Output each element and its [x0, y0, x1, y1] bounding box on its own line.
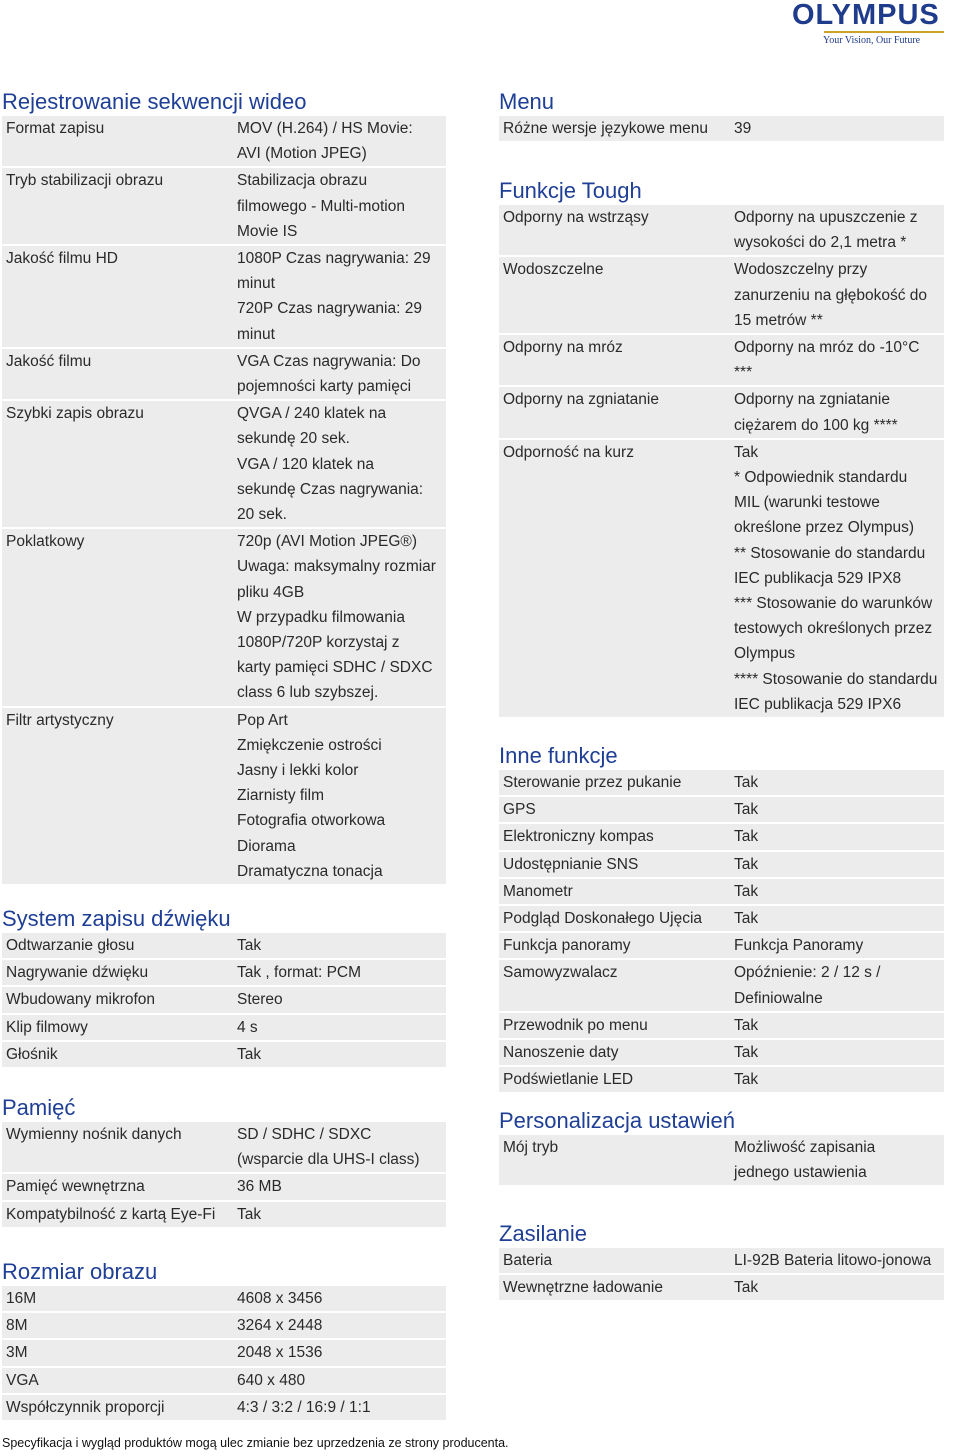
spec-value-line: * Odpowiednik standardu — [734, 469, 908, 487]
spec-value-line: IEC publikacja 529 IPX8 — [734, 569, 902, 587]
spec-value-line: Stabilizacja obrazu — [237, 172, 368, 190]
spec-value — [732, 1013, 944, 1038]
spec-value — [235, 1340, 446, 1365]
spec-value — [732, 1040, 944, 1065]
spec-row — [499, 440, 944, 717]
olympus-logo — [790, 0, 956, 52]
spec-value — [732, 960, 944, 1010]
spec-value — [235, 1368, 446, 1393]
spec-row — [2, 1042, 446, 1067]
spec-value-line: pojemności karty pamięci — [237, 378, 412, 396]
spec-value-line: Odporny na upuszczenie z — [734, 209, 918, 226]
spec-row — [2, 1122, 446, 1172]
spec-label: Przewodnik po menu — [503, 1016, 648, 1034]
spec-row — [499, 1135, 944, 1185]
spec-value-line: 4:3 / 3:2 / 16:9 / 1:1 — [237, 1398, 371, 1416]
spec-value-line: 20 sek. — [237, 506, 287, 524]
spec-row — [2, 1340, 446, 1365]
spec-value-line: Fotografia otworkowa — [237, 812, 386, 830]
spec-value-line: Tak — [237, 1205, 262, 1223]
spec-value-line: Tak — [237, 937, 262, 954]
spec-row — [499, 824, 944, 849]
spec-value-line: pliku 4GB — [237, 583, 305, 601]
spec-value — [732, 1248, 944, 1273]
spec-label: Wewnętrzne ładowanie — [503, 1279, 663, 1297]
spec-value — [732, 257, 944, 333]
spec-value — [732, 879, 944, 904]
spec-value-line: IEC publikacja 529 IPX6 — [734, 695, 902, 713]
spec-row — [499, 1013, 944, 1038]
spec-value-line: SD / SDHC / SDXC — [237, 1126, 372, 1143]
section-title: System zapisu dźwięku — [2, 906, 231, 931]
spec-label: Jakość filmu — [6, 352, 92, 370]
spec-value-line: MOV (H.264) / HS Movie: — [237, 120, 413, 137]
spec-value — [235, 1122, 446, 1172]
spec-row — [499, 387, 944, 437]
spec-row — [2, 401, 446, 527]
spec-value-line: sekundę Czas nagrywania: — [237, 480, 424, 498]
spec-label: Wymienny nośnik danych — [6, 1126, 182, 1143]
spec-value — [732, 116, 944, 141]
spec-value — [732, 1067, 944, 1092]
spec-row — [499, 205, 944, 255]
brand-tagline: Your Vision, Our Future — [823, 35, 921, 46]
spec-value-line: 3264 x 2448 — [237, 1317, 323, 1335]
spec-value-line: **** Stosowanie do standardu — [734, 670, 938, 688]
spec-value-line: Funkcja Panoramy — [734, 937, 864, 955]
spec-value-line: określone przez Olympus) — [734, 519, 915, 537]
spec-value-line: Tak — [734, 910, 759, 928]
spec-value-line: Tak , format: PCM — [237, 964, 362, 982]
spec-value-line: VGA / 120 klatek na — [237, 455, 375, 473]
spec-value-line: 15 metrów ** — [734, 311, 823, 329]
section-rozmiar-obrazu — [2, 1257, 446, 1422]
spec-value-line: Odporny na mróz do -10°C — [734, 339, 920, 357]
spec-row — [499, 879, 944, 904]
spec-value-line: Tak — [734, 443, 759, 461]
spec-row — [2, 529, 446, 705]
spec-label: Bateria — [503, 1252, 553, 1269]
spec-value-line: Opóźnienie: 2 / 12 s / — [734, 964, 881, 982]
spec-row — [499, 1248, 944, 1273]
spec-value-line: VGA Czas nagrywania: Do — [237, 352, 421, 370]
spec-value — [732, 1275, 944, 1300]
spec-value-line: minut — [237, 275, 275, 293]
spec-row — [499, 1275, 944, 1300]
spec-value — [235, 708, 446, 884]
spec-value — [732, 1135, 944, 1185]
spec-value-line: Pop Art — [237, 711, 288, 729]
disclaimer-footer: Specyfikacja i wygląd produktów mogą ulec zmianie bez uprzedzenia ze strony producenta. — [2, 1436, 509, 1450]
spec-value-line: Tak — [734, 1279, 759, 1297]
spec-label: GPS — [503, 801, 536, 819]
section-menu — [499, 87, 944, 143]
spec-label: Podgląd Doskonałego Ujęcia — [503, 910, 703, 928]
spec-value-line: Zmiękczenie ostrości — [237, 736, 382, 754]
brand-name: OLYMPUS — [792, 0, 940, 31]
spec-label: Różne wersje językowe menu — [503, 120, 709, 137]
spec-value — [235, 349, 446, 399]
section-rejestrowanie-sekwencji-wideo — [2, 87, 446, 886]
spec-row — [499, 1067, 944, 1092]
section-title: Inne funkcje — [499, 743, 618, 768]
spec-row — [2, 116, 446, 166]
spec-label: Poklatkowy — [6, 533, 85, 551]
spec-value-line: Tak — [734, 882, 759, 900]
spec-value — [235, 933, 446, 958]
spec-label: 16M — [6, 1290, 37, 1307]
spec-label: Odporny na mróz — [503, 339, 623, 357]
spec-value-line: 720P Czas nagrywania: 29 — [237, 300, 422, 318]
spec-row — [2, 349, 446, 399]
spec-row — [499, 933, 944, 958]
spec-value-line: Tak — [237, 1045, 262, 1063]
spec-row — [2, 1286, 446, 1311]
spec-value-line: 1080P Czas nagrywania: 29 — [237, 250, 431, 268]
spec-label: Format zapisu — [6, 120, 105, 137]
spec-label: Szybki zapis obrazu — [6, 405, 144, 423]
spec-value-line: *** Stosowanie do warunków — [734, 595, 933, 613]
spec-value — [235, 168, 446, 244]
spec-value-line: Movie IS — [237, 222, 298, 240]
spec-label: Elektroniczny kompas — [503, 828, 654, 846]
spec-value-line: testowych określonych przez — [734, 620, 933, 638]
spec-value-line: Ziarnisty film — [237, 787, 324, 805]
spec-label: Klip filmowy — [6, 1018, 88, 1036]
spec-value — [235, 401, 446, 527]
section-title: Funkcje Tough — [499, 178, 642, 203]
spec-value — [235, 1174, 446, 1199]
section-title: Pamięć — [2, 1095, 76, 1120]
spec-label: Jakość filmu HD — [6, 250, 118, 268]
spec-value-line: jednego ustawienia — [734, 1164, 867, 1182]
spec-value-line: filmowego - Multi-motion — [237, 197, 405, 215]
spec-value — [235, 987, 446, 1012]
spec-label: Odporny na wstrząsy — [503, 209, 649, 226]
spec-value-line: Olympus — [734, 645, 796, 663]
spec-row — [2, 1174, 446, 1199]
spec-value-line: 1080P/720P korzystaj z — [237, 634, 400, 652]
spec-value — [235, 1313, 446, 1338]
spec-value-line: Tak — [734, 1071, 759, 1089]
spec-label: Filtr artystyczny — [6, 711, 114, 729]
spec-label: Odporny na zgniatanie — [503, 391, 659, 409]
spec-row — [499, 960, 944, 1010]
spec-value — [235, 116, 446, 166]
spec-label: Udostępnianie SNS — [503, 855, 639, 873]
spec-label: Manometr — [503, 882, 573, 900]
section-title: Personalizacja ustawień — [499, 1108, 736, 1133]
spec-label: 3M — [6, 1344, 28, 1362]
spec-value — [732, 205, 944, 255]
spec-row — [2, 987, 446, 1012]
spec-value-line: Uwaga: maksymalny rozmiar — [237, 558, 436, 576]
spec-value-line: Tak — [734, 1044, 759, 1062]
spec-value-line: wysokości do 2,1 metra * — [734, 234, 907, 252]
spec-label: Sterowanie przez pukanie — [503, 774, 682, 791]
spec-label: Nagrywanie dźwięku — [6, 964, 149, 982]
spec-value-line: 4 s — [237, 1018, 258, 1036]
spec-row — [499, 257, 944, 333]
spec-value-line: AVI (Motion JPEG) — [237, 145, 367, 163]
spec-value-line: *** — [734, 364, 753, 382]
section-funkcje-tough — [499, 176, 944, 719]
spec-label: Samowyzwalacz — [503, 964, 618, 982]
spec-value-line: Jasny i lekki kolor — [237, 762, 359, 780]
spec-value — [235, 1202, 446, 1227]
spec-label: Współczynnik proporcji — [6, 1398, 165, 1416]
spec-row — [2, 1313, 446, 1338]
spec-row — [499, 116, 944, 141]
spec-value-line: karty pamięci SDHC / SDXC — [237, 659, 433, 677]
spec-value-line: Dramatyczna tonacja — [237, 862, 383, 880]
spec-value-line: Diorama — [237, 837, 296, 855]
spec-row — [2, 246, 446, 347]
spec-row — [499, 852, 944, 877]
spec-label: Mój tryb — [503, 1139, 559, 1156]
spec-label: Nanoszenie daty — [503, 1044, 619, 1062]
spec-value — [235, 1395, 446, 1420]
spec-value — [732, 335, 944, 385]
spec-value-line: class 6 lub szybszej. — [237, 684, 379, 702]
spec-value-line: Wodoszczelny przy — [734, 261, 868, 279]
spec-value — [732, 797, 944, 822]
spec-value — [732, 387, 944, 437]
spec-row — [2, 168, 446, 244]
spec-value-line: Tak — [734, 774, 759, 791]
spec-value-line: Możliwość zapisania — [734, 1139, 876, 1156]
spec-value-line: Tak — [734, 855, 759, 873]
spec-value — [235, 1015, 446, 1040]
spec-value-line: 640 x 480 — [237, 1371, 306, 1389]
spec-value-line: ciężarem do 100 kg **** — [734, 416, 898, 434]
spec-value — [732, 852, 944, 877]
spec-row — [499, 770, 944, 795]
spec-row — [499, 797, 944, 822]
spec-label: Głośnik — [6, 1045, 58, 1063]
spec-row — [2, 1395, 446, 1420]
spec-value-line: 4608 x 3456 — [237, 1290, 323, 1307]
section-system-zapisu-dzwieku — [2, 904, 446, 1069]
spec-value — [235, 960, 446, 985]
spec-row — [499, 335, 944, 385]
spec-value-line: W przypadku filmowania — [237, 608, 405, 626]
spec-label: Wodoszczelne — [503, 261, 604, 279]
section-title: Rejestrowanie sekwencji wideo — [2, 89, 307, 114]
spec-value — [235, 246, 446, 347]
section-title: Rozmiar obrazu — [2, 1259, 158, 1284]
spec-value-line: 39 — [734, 120, 752, 137]
spec-row — [2, 960, 446, 985]
spec-label: 8M — [6, 1317, 28, 1335]
spec-value-line: Tak — [734, 1016, 759, 1034]
logo-divider — [824, 31, 944, 33]
spec-label: VGA — [6, 1371, 39, 1389]
section-pamiec — [2, 1093, 446, 1229]
spec-label: Wbudowany mikrofon — [6, 991, 156, 1009]
spec-row — [2, 1202, 446, 1227]
spec-label: Odtwarzanie głosu — [6, 937, 135, 954]
spec-value — [732, 770, 944, 795]
spec-value — [732, 824, 944, 849]
section-title: Menu — [499, 89, 555, 114]
spec-value-line: minut — [237, 325, 275, 343]
spec-label: Pamięć wewnętrzna — [6, 1178, 145, 1196]
spec-row — [2, 708, 446, 884]
spec-label: Tryb stabilizacji obrazu — [6, 172, 164, 190]
spec-value-line: 720p (AVI Motion JPEG®) — [237, 533, 417, 551]
spec-value — [732, 906, 944, 931]
spec-value-line: MIL (warunki testowe — [734, 494, 880, 512]
spec-value-line: Definiowalne — [734, 989, 823, 1007]
section-inne-funkcje — [499, 741, 944, 1094]
spec-value — [235, 1042, 446, 1067]
spec-value-line: sekundę 20 sek. — [237, 430, 350, 448]
spec-row — [2, 933, 446, 958]
spec-row — [499, 906, 944, 931]
spec-label: Funkcja panoramy — [503, 937, 631, 955]
spec-value — [732, 440, 944, 717]
spec-label: Odporność na kurz — [503, 443, 634, 461]
spec-value-line: Odporny na zgniatanie — [734, 391, 890, 409]
spec-value-line: ** Stosowanie do standardu — [734, 544, 926, 562]
spec-value-line: Tak — [734, 801, 759, 819]
spec-value-line: 2048 x 1536 — [237, 1344, 323, 1362]
spec-value — [235, 529, 446, 705]
spec-value-line: LI-92B Bateria litowo-jonowa — [734, 1252, 932, 1269]
section-zasilanie — [499, 1219, 944, 1302]
spec-value-line: QVGA / 240 klatek na — [237, 405, 387, 423]
spec-value — [732, 933, 944, 958]
spec-value-line: Stereo — [237, 991, 283, 1009]
spec-value-line: zanurzeniu na głębokość do — [734, 286, 928, 304]
spec-value-line: (wsparcie dla UHS-I class) — [237, 1151, 420, 1169]
spec-value — [235, 1286, 446, 1311]
spec-value-line: 36 MB — [237, 1178, 282, 1196]
spec-row — [2, 1368, 446, 1393]
spec-row — [2, 1015, 446, 1040]
spec-label: Podświetlanie LED — [503, 1071, 634, 1089]
section-title: Zasilanie — [499, 1221, 588, 1246]
section-personalizacja-ustawien — [499, 1106, 944, 1187]
spec-value-line: Tak — [734, 828, 759, 846]
spec-label: Kompatybilność z kartą Eye-Fi — [6, 1205, 216, 1223]
spec-row — [499, 1040, 944, 1065]
